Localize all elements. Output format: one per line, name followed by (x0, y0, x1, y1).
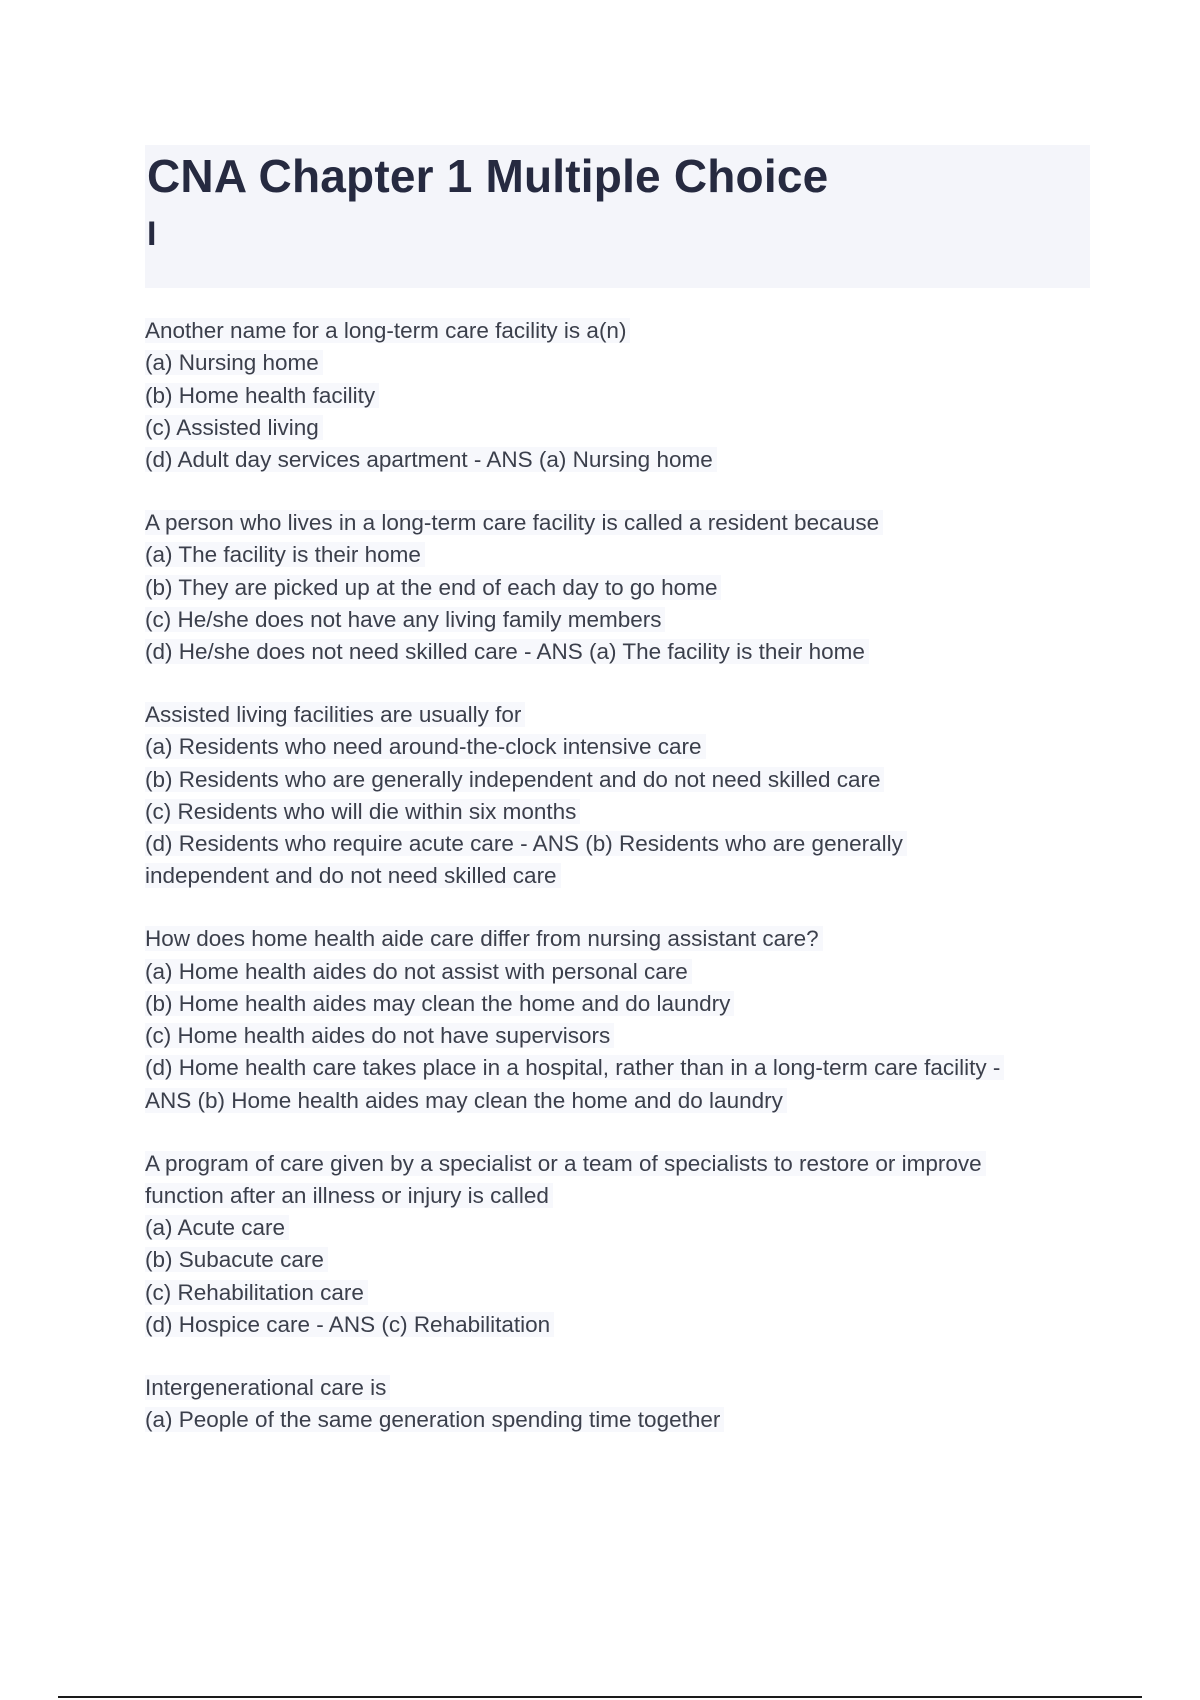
answer-option-with-key: (d) He/she does not need skilled care - ANS (a) The facility is their home (145, 636, 1090, 668)
answer-option-with-key: (d) Adult day services apartment - ANS (a) Nursing home (145, 444, 1090, 476)
answer-option: (b) Residents who are generally independent and do not need skilled care (145, 764, 1090, 796)
question-text: Assisted living facilities are usually for (145, 699, 1090, 731)
question-block (145, 1372, 1090, 1437)
answer-option: (a) People of the same generation spending time together (145, 1404, 1090, 1436)
answer-key-continuation: independent and do not need skilled care (145, 860, 1090, 892)
answer-key: ANS (b) Home health aides may clean the home and do laundry (145, 1085, 1090, 1117)
question-text-continuation: function after an illness or injury is called (145, 1180, 1090, 1212)
answer-option: (c) Rehabilitation care (145, 1277, 1090, 1309)
answer-option: (b) Home health facility (145, 380, 1090, 412)
question-block (145, 507, 1090, 668)
answer-option: (c) Assisted living (145, 412, 1090, 444)
page-title: CNA Chapter 1 Multiple Choice (147, 150, 829, 202)
footer-divider (58, 1696, 1142, 1698)
question-text: Another name for a long-term care facility is a(n) (145, 315, 1090, 347)
answer-option: (d) Home health care takes place in a hospital, rather than in a long-term care facility - (145, 1052, 1090, 1084)
answer-option: (a) Home health aides do not assist with personal care (145, 956, 1090, 988)
answer-option-with-key: (d) Hospice care - ANS (c) Rehabilitation (145, 1309, 1090, 1341)
question-list (145, 315, 1090, 1467)
question-block (145, 923, 1090, 1117)
title-block (145, 145, 1090, 288)
answer-option: (c) Residents who will die within six months (145, 796, 1090, 828)
question-block (145, 699, 1090, 893)
answer-option: (a) Nursing home (145, 347, 1090, 379)
answer-option: (a) Residents who need around-the-clock intensive care (145, 731, 1090, 763)
question-text: A person who lives in a long-term care facility is called a resident because (145, 507, 1090, 539)
question-block (145, 1148, 1090, 1342)
question-text: Intergenerational care is (145, 1372, 1090, 1404)
answer-option: (c) He/she does not have any living family members (145, 604, 1090, 636)
answer-option: (c) Home health aides do not have supervisors (145, 1020, 1090, 1052)
question-text: How does home health aide care differ from nursing assistant care? (145, 923, 1090, 955)
answer-option: (b) Subacute care (145, 1244, 1090, 1276)
page-title-suffix: I (147, 215, 157, 253)
answer-option: (b) They are picked up at the end of each day to go home (145, 572, 1090, 604)
answer-option: (a) The facility is their home (145, 539, 1090, 571)
question-text: A program of care given by a specialist or a team of specialists to restore or improve (145, 1148, 1090, 1180)
question-block (145, 315, 1090, 476)
answer-option-with-key: (d) Residents who require acute care - ANS (b) Residents who are generally (145, 828, 1090, 860)
answer-option: (b) Home health aides may clean the home and do laundry (145, 988, 1090, 1020)
answer-option: (a) Acute care (145, 1212, 1090, 1244)
